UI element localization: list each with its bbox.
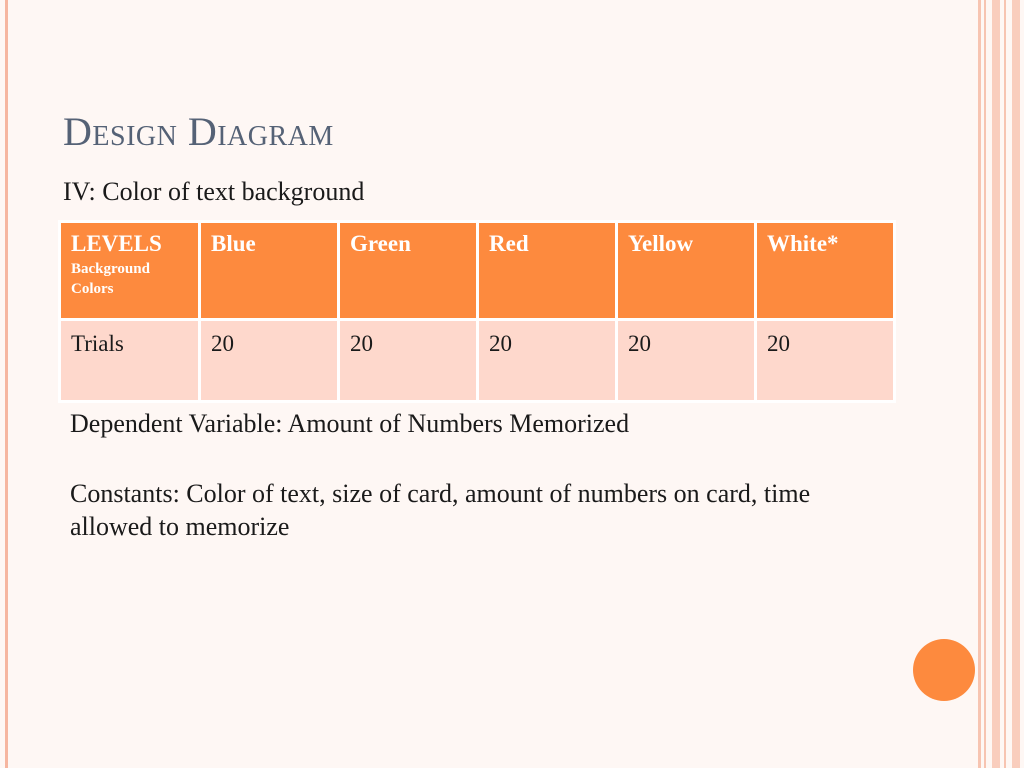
- table-cell: 20: [478, 320, 617, 402]
- slide-title: Design Diagram: [63, 109, 334, 154]
- border-stripe: [984, 0, 986, 768]
- header-cell-blue: Blue: [200, 222, 339, 320]
- constants-text: Constants: Color of text, size of card, amount of numbers on card, time allowed to memorize: [70, 479, 811, 541]
- levels-label: LEVELS: [71, 231, 162, 256]
- levels-table: [58, 220, 896, 403]
- header-cell-white: White*: [756, 222, 895, 320]
- border-stripe: [1004, 0, 1006, 768]
- right-border-stripes: [978, 0, 1024, 768]
- table-cell: 20: [617, 320, 756, 402]
- levels-sublabel: Background Colors: [71, 261, 150, 297]
- table-cell: 20: [756, 320, 895, 402]
- border-stripe: [992, 0, 1000, 768]
- left-border-stripe: [5, 0, 8, 768]
- table-cell: 20: [339, 320, 478, 402]
- independent-variable-text: IV: Color of text background: [63, 177, 365, 206]
- table-header-row: [60, 222, 895, 320]
- table-cell: 20: [200, 320, 339, 402]
- dependent-variable-text: Dependent Variable: Amount of Numbers Memorized: [70, 409, 630, 438]
- border-stripe: [978, 0, 981, 768]
- header-cell-yellow: Yellow: [617, 222, 756, 320]
- decorative-circle: [913, 639, 975, 701]
- header-cell-red: Red: [478, 222, 617, 320]
- levels-header-cell: [60, 222, 200, 320]
- header-cell-green: Green: [339, 222, 478, 320]
- table-row: [60, 320, 895, 402]
- border-stripe: [1012, 0, 1020, 768]
- row-label-cell: Trials: [60, 320, 200, 402]
